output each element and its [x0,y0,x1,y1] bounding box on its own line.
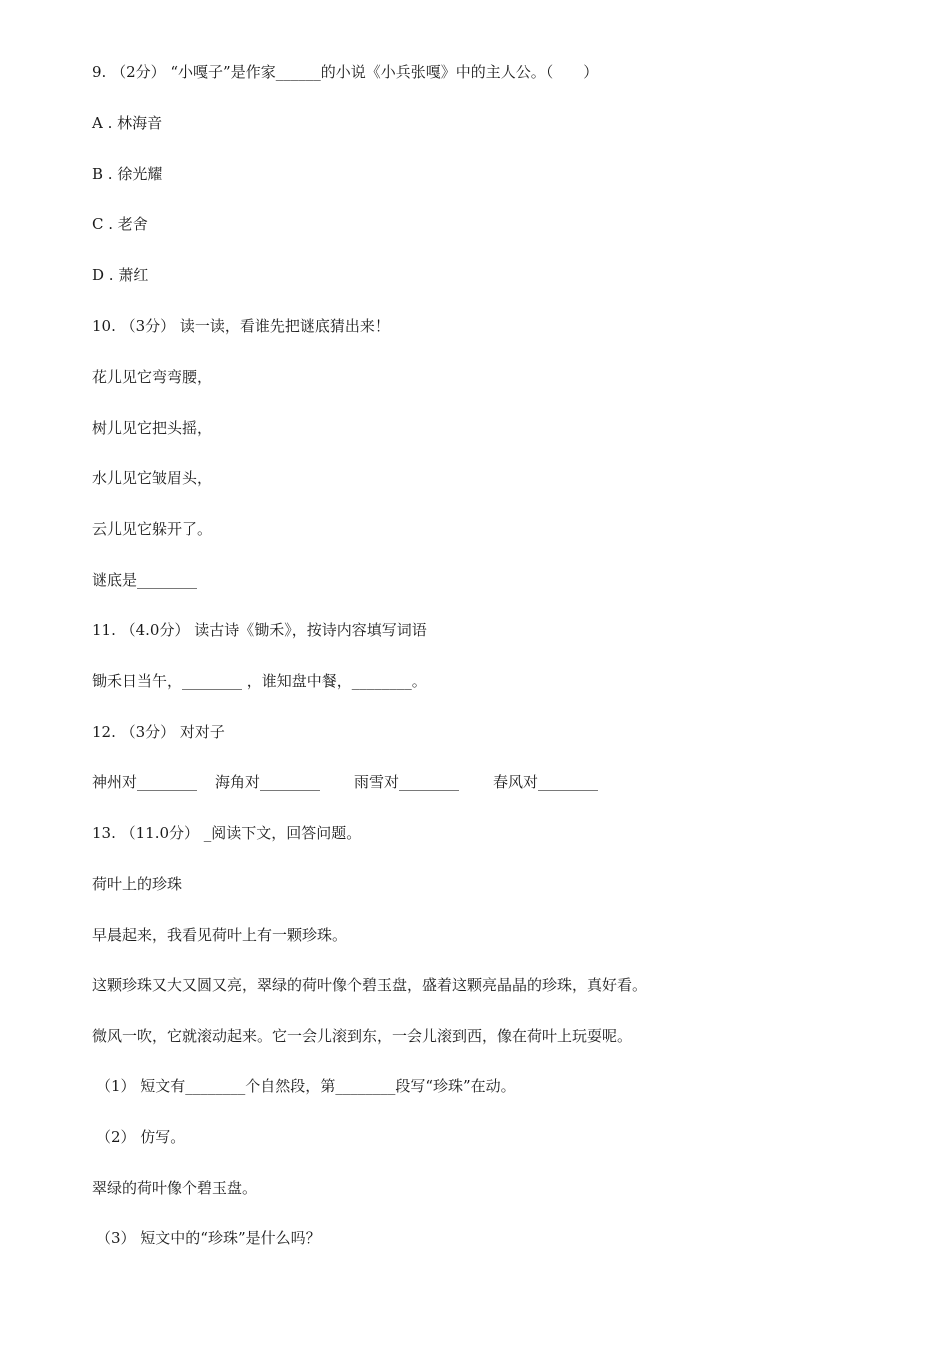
q12-pair-3: 雨雪对________ [354,773,460,791]
q10-riddle-line-3: 水儿见它皱眉头， [92,469,213,487]
q12-stem: 12. （3分） 对对子 [92,723,225,741]
q9-option-c: C . 老舍 [92,215,148,233]
q13-paragraph-1: 早晨起来，我看见荷叶上有一颗珍珠。 [92,926,348,944]
q13-sub-question-2-sentence: 翠绿的荷叶像个碧玉盘。 [92,1179,258,1197]
q13-sub-question-1: （1） 短文有________个自然段，第________段写“珍珠”在动。 [96,1077,516,1095]
q10-stem: 10. （3分） 读一读，看谁先把谜底猜出来！ [92,317,390,335]
q9-stem: 9. （2分） “小嘎子”是作家______的小说《小兵张嘎》中的主人公。（ ） [92,63,599,81]
q13-paragraph-2: 这颗珍珠又大又圆又亮，翠绿的荷叶像个碧玉盘，盛着这颗亮晶晶的珍珠，真好看。 [92,976,648,994]
q13-paragraph-3: 微风一吹，它就滚动起来。它一会儿滚到东，一会儿滚到西，像在荷叶上玩耍呢。 [92,1027,633,1045]
q12-pair-1: 神州对________ [92,773,198,791]
q11-poem-line: 锄禾日当午，________ ，谁知盘中餐，________。 [92,672,427,690]
q9-option-a: A . 林海音 [92,114,163,132]
q10-riddle-line-1: 花儿见它弯弯腰， [92,368,213,386]
q10-answer-line: 谜底是________ [92,571,198,589]
q12-pair-2: 海角对________ [215,773,321,791]
q13-passage-title: 荷叶上的珍珠 [92,875,183,893]
q13-sub-question-3: （3） 短文中的“珍珠”是什么吗？ [96,1229,321,1247]
q10-riddle-line-2: 树儿见它把头摇， [92,419,213,437]
q12-pairs-row [92,772,598,792]
q11-stem: 11. （4.0分） 读古诗《锄禾》，按诗内容填写词语 [92,621,427,639]
q9-option-d: D . 萧红 [92,266,149,284]
q13-sub-question-2: （2） 仿写。 [96,1128,186,1146]
q9-option-b: B . 徐光耀 [92,165,163,183]
q13-stem: 13. （11.0分） _阅读下文，回答问题。 [92,824,362,842]
q10-riddle-line-4: 云儿见它躲开了。 [92,520,213,538]
q12-pair-4: 春风对________ [493,773,599,791]
